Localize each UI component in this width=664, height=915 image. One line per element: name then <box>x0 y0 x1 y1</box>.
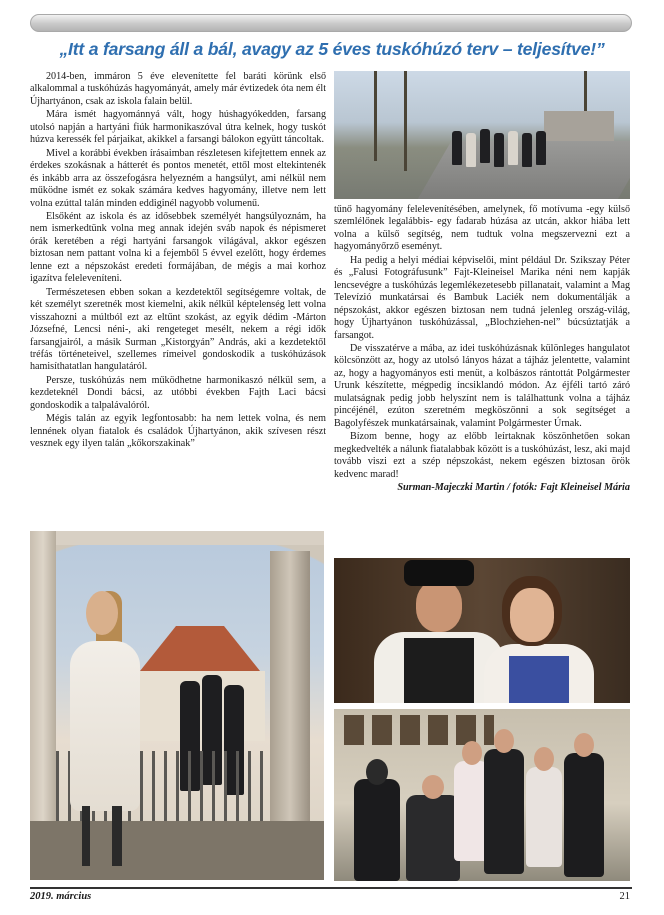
paragraph: Persze, tuskóhúzás nem működhetne harmonikaszó nélkül sem, a kezdeteknél Dondi bácsi, az utóbbi években Fajth Laci bácsi gondoskodik a talpalávalóról. <box>30 374 326 411</box>
header-bar <box>30 14 632 32</box>
paragraph: Mégis talán az egyik legfontosabb: ha nem lettek volna, és nem lennének olyan fiatalok és családok Újhartyánon, akik szívesen részt vesznek egy ilyen talán „kőkorszakinak” <box>30 413 326 450</box>
paragraph: Mivel a korábbi években írásaimban részletesen kifejtettem ennek az érdekes szokásnak a hátterét és pontos menetét, ettől most eltekintenék és inkább arra az összefogásra helyezném a hangsúlyt, ami nélkül nem működne ismét ez sokak számára kedves hagyomány, illetve nem lett volna ezúttal talán minden eddiginél nagyobb volumenű. <box>30 147 326 209</box>
photo-girl-on-porch <box>30 531 324 880</box>
paragraph: Természetesen ebben sokan a kezdetektől segítségemre voltak, de két személyt szeretnék most kiemelni, akik nélkül képtelenség lett volna visszahozni a múltból ezt az eltűnt szokást, az egyik dédim -Márton Józsefné, Lencsi néni-, aki rengeteget mesélt, nekem a régi idők farsangjairól, a másik Surman „Kistorgyán” András, aki a kezdetektől tréfás történeteivel, szellemes rímeivel gondoskodik a tuskóhúzások hamisíthatatlan hangulatáról. <box>30 286 326 373</box>
article-column-left <box>30 71 326 451</box>
paragraph: tűnő hagyomány felelevenítésében, amelynek, fő motívuma -egy külső szemlélőnek legalábbis- egy fadarab húzása az utcán, akkor hiába lett volna a külső segítség, nem tudtuk volna megszervezni ezt a hagyományőrző eseményt. <box>334 204 630 253</box>
photo-costumed-couple <box>334 558 630 703</box>
footer-date: 2019. március <box>30 891 92 902</box>
author-credit: Surman-Majeczki Martin / fotók: Fajt Kleineisel Mária <box>397 481 630 493</box>
photo-street-procession <box>334 71 630 199</box>
photo-group-indoors <box>334 709 630 881</box>
article-headline: „Itt a farsang áll a bál, avagy az 5 éves tuskóhúzó terv – teljesítve!” <box>59 39 605 59</box>
article-column-right <box>334 204 630 494</box>
paragraph: Bízom benne, hogy az előbb leírtaknak köszönhetően sokan megkedvelték a nálunk fiatalabbak között is a tuskóhúzást, lesz, aki majd tovább viszi ezt a szép népszokást, nekem egészen biztosan örök kedvenc marad! <box>334 431 630 480</box>
paragraph: Ha pedig a helyi médiai képviselői, mint például Dr. Szikszay Péter és „Falusi Fotográfusunk” Fajt-Kleineisel Marika néni nem kapják lencsevégre a tuskóhúzás legemlékezetesebb pillanatait, valamint a Mag Televízió munkatársai és Bambuk Laciék nem dokumentálják a népszokást, akkor egészen biztosan nem tudná jelenleg ország-világ, hogy Újhartyánon tuskóhúzással, „Blochziehen-nel” búcsúztatják a farsangot. <box>334 254 630 341</box>
footer-rule <box>30 887 632 889</box>
page-number: 21 <box>619 891 630 902</box>
paragraph: Elsőként az iskola és az idősebbek személyét hangsúlyoznám, ha nem ismerkedtünk volna meg annak idején sváb napok és népismeret órák keretében a régi hartyáni farsangok világával, akkor egészen biztosan nem pattant volna ki a fejemből 5 évvel ezelőtt, hogy érdemes lenne ezt a népszokást eredeti formájában, de mégis a mai korhoz igazítva feleleveníteni. <box>30 210 326 285</box>
paragraph: Mára ismét hagyománnyá vált, hogy húshagyókedden, farsang utolsó napján a hartyáni fiúk harmonikaszóval útra kelnek, hogy tuskót húzva keressék fel párjaikat, akikkel a farsangi bálokon együtt táncoltak. <box>30 109 326 146</box>
paragraph: De visszatérve a mába, az idei tuskóhúzásnak különleges hangulatot kölcsönzött az, hogy az utolsó lányos házat a tájház jelentette, valamint az, hogy a hagyományos esti menüt, a kolbászos rántottát Polgármester Urunk készítette, mégpedig íncsiklandó módon. Az éjféli tartó záró mulatságnak pedig jobb helyszínt nem is találhattunk volna a tájház pincéjénél, ezúton szeretném megköszönni a sok segítséget a Bagolyfészek munkatársainak, valamint Polgármester Úrnak. <box>334 342 630 429</box>
paragraph: 2014-ben, immáron 5 éve elevenítette fel baráti körünk első alkalommal a tuskóhúzás hagyományát, amely már évtizedek óta nem élt Újhartyánon, csak az iskola falain belül. <box>30 71 326 107</box>
